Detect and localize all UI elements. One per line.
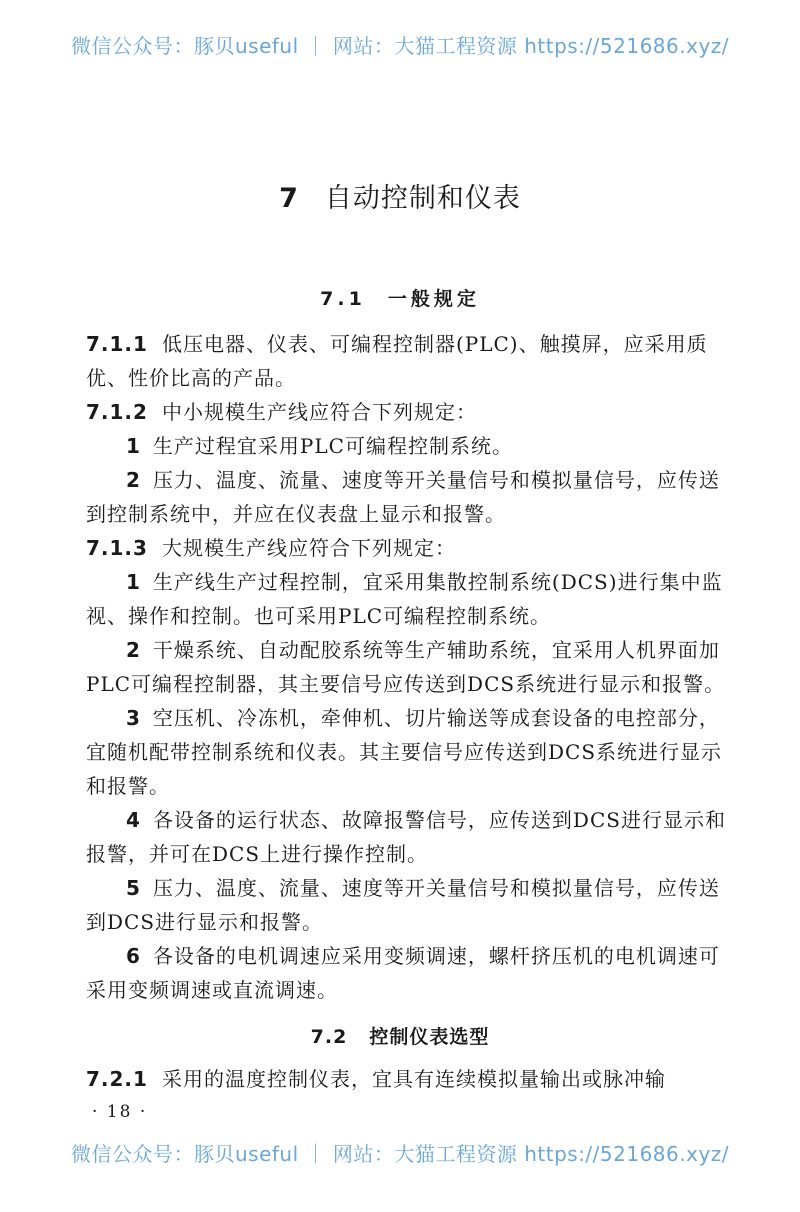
clause-7-1-3 (86, 531, 726, 565)
chapter-title-text: 自动控制和仪表 (324, 183, 521, 214)
item-number: 5 (126, 876, 141, 900)
item-text: 生产过程宜采用PLC可编程控制系统。 (152, 434, 513, 458)
item-number: 3 (126, 706, 141, 730)
page-number: · 18 · (92, 1102, 148, 1122)
item-text: 压力、温度、流量、速度等开关量信号和模拟量信号，应传送到控制系统中，并应在仪表盘上显示和报警。 (86, 468, 720, 526)
clause-7-1-3-item-4 (86, 803, 726, 871)
clause-number: 7.1.2 (86, 400, 148, 424)
clause-number: 7.1.1 (86, 332, 148, 356)
clause-7-1-1 (86, 327, 726, 395)
item-number: 2 (126, 638, 141, 662)
item-text: 干燥系统、自动配胶系统等生产辅助系统，宜采用人机界面加PLC可编程控制器，其主要信号应传送到DCS系统进行显示和报警。 (86, 638, 726, 696)
item-text: 生产线生产过程控制，宜采用集散控制系统(DCS)进行集中监视、操作和控制。也可采用PLC可编程控制系统。 (86, 570, 723, 628)
item-number: 2 (126, 468, 141, 492)
clause-number: 7.1.3 (86, 536, 148, 560)
section-number: 7.1 (320, 288, 366, 310)
section-title-text: 控制仪表选型 (369, 1026, 490, 1048)
clause-number: 7.2.1 (86, 1067, 148, 1091)
chapter-title (0, 176, 800, 215)
clause-text: 低压电器、仪表、可编程控制器(PLC)、触摸屏，应采用质优、性价比高的产品。 (86, 332, 708, 390)
section-title-text: 一般规定 (387, 288, 480, 310)
watermark-bottom: 微信公众号：豚贝useful ｜ 网站：大猫工程资源 https://521686.xyz/ (70, 1142, 730, 1166)
clause-7-1-2 (86, 395, 726, 429)
section-heading-7-2 (0, 1022, 800, 1049)
item-text: 各设备的电机调速应采用变频调速，螺杆挤压机的电机调速可采用变频调速或直流调速。 (86, 944, 720, 1002)
section-number: 7.2 (310, 1026, 348, 1048)
item-number: 1 (126, 570, 141, 594)
section-7-2-body (86, 1062, 726, 1096)
clause-7-1-3-item-1 (86, 565, 726, 633)
item-text: 各设备的运行状态、故障报警信号，应传送到DCS进行显示和报警，并可在DCS上进行操作控制。 (86, 808, 726, 866)
item-text: 压力、温度、流量、速度等开关量信号和模拟量信号，应传送到DCS进行显示和报警。 (86, 876, 720, 934)
watermark-top: 微信公众号：豚贝useful ｜ 网站：大猫工程资源 https://521686.xyz/ (70, 34, 730, 58)
clause-7-1-3-item-6 (86, 939, 726, 1007)
clause-7-1-2-item-2 (86, 463, 726, 531)
clause-7-2-1 (86, 1062, 726, 1096)
section-heading-7-1 (0, 284, 800, 311)
clause-text: 大规模生产线应符合下列规定： (161, 536, 456, 560)
clause-7-1-3-item-2 (86, 633, 726, 701)
clause-7-1-2-item-1 (86, 429, 726, 463)
clause-text: 中小规模生产线应符合下列规定： (161, 400, 477, 424)
clause-7-1-3-item-3 (86, 701, 726, 803)
item-number: 4 (126, 808, 141, 832)
item-text: 空压机、冷冻机，牵伸机、切片输送等成套设备的电控部分，宜随机配带控制系统和仪表。其主要信号应传送到DCS系统进行显示和报警。 (86, 706, 723, 798)
chapter-number: 7 (279, 183, 299, 214)
clause-7-1-3-item-5 (86, 871, 726, 939)
item-number: 6 (126, 944, 141, 968)
clause-text: 采用的温度控制仪表，宜具有连续模拟量输出或脉冲输 (161, 1067, 666, 1091)
section-7-1-body (86, 327, 726, 1007)
item-number: 1 (126, 434, 141, 458)
